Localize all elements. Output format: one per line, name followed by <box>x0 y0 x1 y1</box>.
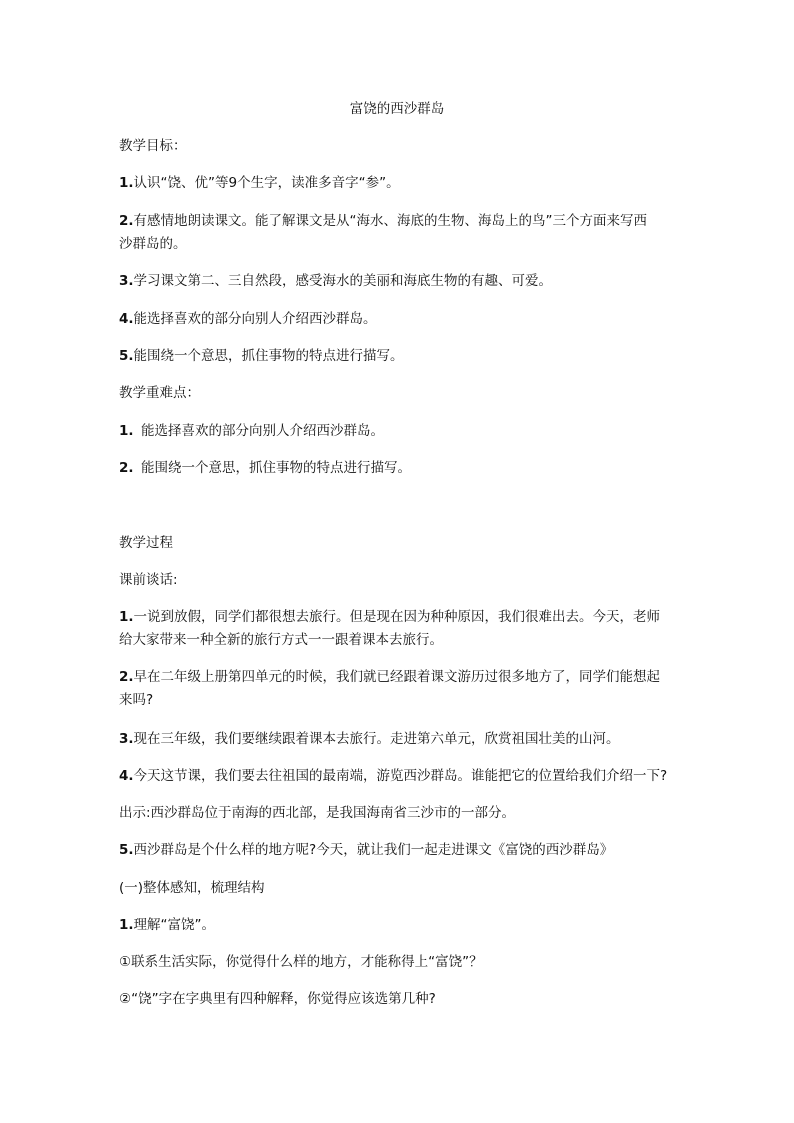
goal-item-3 <box>119 271 679 291</box>
talk-item-3 <box>119 729 679 749</box>
talk-item-2 <box>119 667 679 687</box>
goal-num-4: 4. <box>119 311 134 327</box>
talk-num-2: 2. <box>119 669 134 685</box>
goal-text-1: 认识“饶、优”等9个生字，读准多音字“参”。 <box>133 175 400 191</box>
key-point-num-1: 1. <box>119 423 134 439</box>
goal-item-2 <box>119 211 679 231</box>
question-2: ②“饶”字在字典里有四种解释，你觉得应该选第几种? <box>119 991 436 1007</box>
goals-heading: 教学目标： <box>119 138 187 154</box>
talk-num-3: 3. <box>119 731 134 747</box>
key-point-2 <box>119 458 679 478</box>
part1-heading: (一)整体感知，梳理结构 <box>119 880 265 896</box>
goal-item-4 <box>119 309 679 329</box>
goal-item-1 <box>119 173 679 193</box>
talk-text-4: 今天这节课，我们要去往祖国的最南端，游览西沙群岛。谁能把它的位置给我们介绍一下? <box>133 768 668 784</box>
talk-text-1-line1: 一说到放假，同学们都很想去旅行。但是现在因为种种原因，我们很难出去。今天，老师 <box>133 609 661 625</box>
key-points-heading: 教学重难点： <box>119 385 200 401</box>
key-point-num-2: 2. <box>119 460 134 476</box>
talk-text-1-line2: 给大家带来一种全新的旅行方式一一跟着课本去旅行。 <box>119 632 443 648</box>
goal-text-3: 学习课文第二、三自然段，感受海水的美丽和海底生物的有趣、可爱。 <box>133 273 553 289</box>
talk-item-4 <box>119 766 679 786</box>
talk-text-3: 现在三年级，我们要继续跟着课本去旅行。走进第六单元，欣赏祖国壮美的山河。 <box>133 731 620 747</box>
key-point-1 <box>119 421 679 441</box>
key-point-text-1: 能选择喜欢的部分向别人介绍西沙群岛。 <box>141 423 384 439</box>
talk-num-1: 1. <box>119 609 134 625</box>
goal-num-3: 3. <box>119 273 134 289</box>
goal-text-2-line1: 有感情地朗读课文。能了解课文是从“海水、海底的生物、海岛上的鸟”三个方面来写西 <box>133 213 648 229</box>
talk-text-2-line2: 来吗? <box>119 692 154 708</box>
question-1: ①联系生活实际，你觉得什么样的地方，才能称得上“富饶”？ <box>119 954 483 970</box>
understand-text: 理解“富饶”。 <box>133 917 216 933</box>
goal-num-1: 1. <box>119 175 134 191</box>
talk-item-1 <box>119 607 679 627</box>
show-text: 出示:西沙群岛位于南海的西北部，是我国海南省三沙市的一部分。 <box>119 805 516 821</box>
pre-class-heading: 课前谈话: <box>119 572 178 588</box>
talk-num-4: 4. <box>119 768 134 784</box>
talk-text-2-line1: 早在二年级上册第四单元的时候，我们就已经跟着课文游历过很多地方了，同学们能想起 <box>133 669 661 685</box>
goal-text-4: 能选择喜欢的部分向别人介绍西沙群岛。 <box>133 311 377 327</box>
goal-num-2: 2. <box>119 213 134 229</box>
goal-text-2-line2: 沙群岛的。 <box>119 236 187 252</box>
talk-item-5 <box>119 840 679 860</box>
understand-item <box>119 915 679 935</box>
goal-text-5: 能围绕一个意思，抓住事物的特点进行描写。 <box>133 348 404 364</box>
process-heading: 教学过程 <box>119 535 173 551</box>
goal-num-5: 5. <box>119 348 134 364</box>
talk-text-5: 西沙群岛是个什么样的地方呢?今天，就让我们一起走进课文《富饶的西沙群岛》 <box>133 842 614 858</box>
document-title: 富饶的西沙群岛 <box>349 101 445 117</box>
key-point-text-2: 能围绕一个意思，抓住事物的特点进行描写。 <box>141 460 411 476</box>
talk-num-5: 5. <box>119 842 134 858</box>
understand-num: 1. <box>119 917 134 933</box>
goal-item-5 <box>119 346 679 366</box>
